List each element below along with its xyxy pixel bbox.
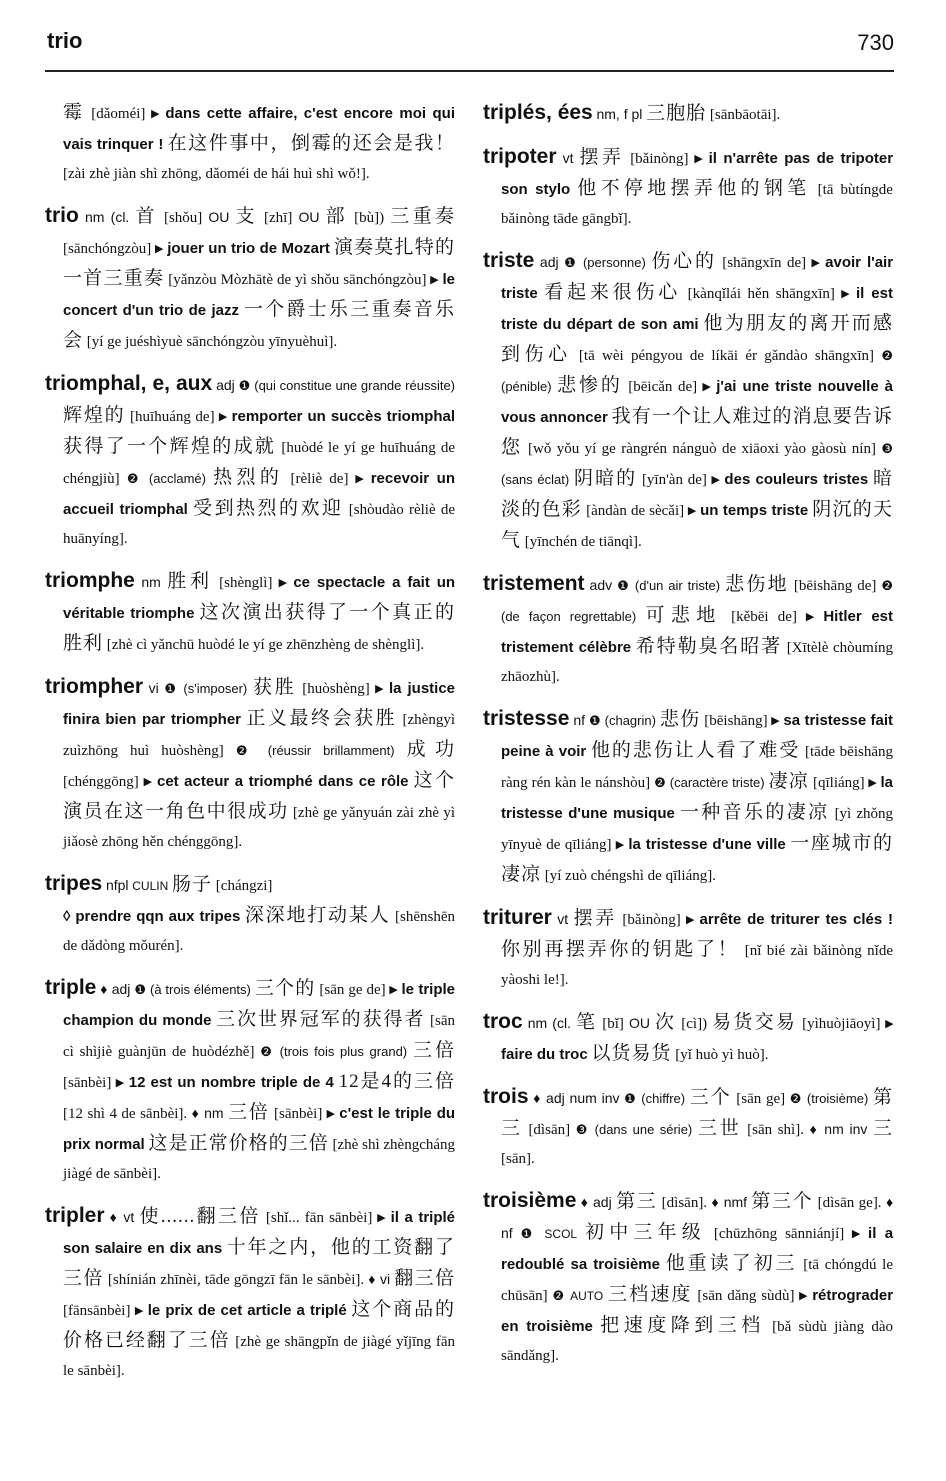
- left-column: [45, 98, 455, 1398]
- page-header: [45, 22, 894, 72]
- right-column: [483, 98, 893, 1383]
- dictionary-entry: troc nm (cl. 笔 [bǐ] OU 次 [cì]) 易货交易 [yìhuòjiāoyì] ▸ faire du troc 以货易货 [yǐ huò yì huò].: [483, 1010, 894, 1064]
- dictionary-entry: trio nm (cl. 首 [shǒu] OU 支 [zhī] OU 部 [bù]) 三重奏 [sānchóngzòu] ▸ jouer un trio de Mozart 演奏莫扎特的一首三重奏 [yǎnzòu Mòzhātè de yì shǒu sānchóngzòu] ▸ le concert d'un trio de jazz 一个爵士乐三重奏音乐会 [yí ge juéshìyuè sānchóngzòu yīnyuèhuì].: [45, 204, 455, 351]
- dictionary-entry: triste adj ❶ (personne) 伤心的 [shāngxīn de] ▸ avoir l'air triste 看起来很伤心 [kànqǐlái hěn shāngxīn] ▸ il est triste du départ de son ami 他为朋友的离开而感到伤心 [tā wèi péngyou de líkāi ér gǎndào shāngxīn] ❷ (pénible) 悲惨的 [bēicǎn de] ▸ j'ai une triste nouvelle à vous annoncer 我有一个让人难过的消息要告诉您 [wǒ yǒu yí ge ràngrén nánguò de xiāoxi yào gàosù nín] ❸ (sans éclat) 阴暗的 [yīn'àn de] ▸ des couleurs tristes 暗淡的色彩 [àndàn de sècǎi] ▸ un temps triste 阴沉的天气 [yīnchén de tiānqì].: [483, 249, 894, 551]
- dictionary-entry: tristement adv ❶ (d'un air triste) 悲伤地 [bēishāng de] ❷ (de façon regrettable) 可悲地 [kěbēi de] ▸ Hitler est tristement célèbre 希特勒臭名昭著 [Xītèlè chòumíng zhāozhù].: [483, 572, 894, 685]
- guide-word: trio: [47, 28, 83, 53]
- dictionary-entry: tripler ♦ vt 使......翻三倍 [shǐ... fān sānbèi] ▸ il a triplé son salaire en dix ans 十年之内，他的工资翻了三倍 [shínián zhīnèi, tāde gōngzī fān le sānbèi]. ♦ vi 翻三倍 [fānsānbèi] ▸ le prix de cet article a triplé 这个商品的价格已经翻了三倍 [zhè ge shāngpǐn de jiàgé yǐjīng fān le sānbèi].: [45, 1204, 456, 1379]
- dictionary-entry: troisième ♦ adj 第三 [dìsān]. ♦ nmf 第三个 [dìsān ge]. ♦ nf ❶ SCOL 初中三年级 [chūzhōng sānniánjí] ▸ il a redoublé sa troisième 他重读了初三 [tā chóngdú le chūsān] ❷ AUTO 三档速度 [sān dǎng sùdù] ▸ rétrograder en troisième 把速度降到三档 [bǎ sùdù jiàng dào sāndǎng].: [483, 1189, 894, 1364]
- dictionary-entry: triple ♦ adj ❶ (à trois éléments) 三个的 [sān ge de] ▸ le triple champion du monde 三次世界冠军的获得者 [sān cì shìjiè guànjūn de huòdézhě] ❷ (trois fois plus grand) 三倍 [sānbèi] ▸ 12 est un nombre triple de 4 12是4的三倍 [12 shì 4 de sānbèi]. ♦ nm 三倍 [sānbèi] ▸ c'est le triple du prix normal 这是正常价格的三倍 [zhè shì zhèngcháng jiàgé de sānbèi].: [45, 976, 456, 1182]
- dictionary-entry: 霉 [dǎoméi] ▸ dans cette affaire, c'est encore moi qui vais trinquer ! 在这件事中，倒霉的还会是我！ [zài zhè jiàn shì zhōng, dǎoméi de hái huì shì wǒ!].: [63, 102, 455, 182]
- dictionary-entry: tristesse nf ❶ (chagrin) 悲伤 [bēishāng] ▸ sa tristesse fait peine à voir 他的悲伤让人看了难受 [tāde bēishāng ràng rén kàn le nánshòu] ❷ (caractère triste) 凄凉 [qīliáng] ▸ la tristesse d'une musique 一种音乐的凄凉 [yì zhǒng yīnyuè de qīliáng] ▸ la tristesse d'une ville 一座城市的凄凉 [yí zuò chéngshì de qīliáng].: [483, 707, 894, 885]
- dictionary-entry: trois ♦ adj num inv ❶ (chiffre) 三个 [sān ge] ❷ (troisième) 第三 [dìsān] ❸ (dans une série) 三世 [sān shì]. ♦ nm inv 三 [sān].: [483, 1085, 893, 1167]
- dictionary-entry: tripes nfpl CULIN 肠子 [chángzi] ◊ prendre qqn aux tripes 深深地打动某人 [shēnshēn de dǎdòng mǒurén].: [45, 872, 455, 954]
- dictionary-entry: tripoter vt 摆弄 [bǎinòng] ▸ il n'arrête pas de tripoter son stylo 他不停地摆弄他的钢笔 [tā bùtíngde bǎinòng tāde gāngbǐ].: [483, 145, 894, 227]
- dictionary-entry: triturer vt 摆弄 [bǎinòng] ▸ arrête de triturer tes clés ! 你别再摆弄你的钥匙了！ [nǐ bié zài bǎinòng nǐde yàoshi le!].: [483, 906, 894, 988]
- dictionary-entry: triplés, ées nm, f pl 三胞胎 [sānbāotāi].: [483, 101, 781, 124]
- dictionary-entry: triompher vi ❶ (s'imposer) 获胜 [huòshèng] ▸ la justice finira bien par triompher 正义最终会获胜 [zhèngyì zuìzhōng huì huòshèng] ❷ (réussir brillamment) 成功 [chénggōng] ▸ cet acteur a triomphé dans ce rôle 这个演员在这一角色中很成功 [zhè ge yǎnyuán zài zhè yì jiǎosè zhōng hěn chénggōng].: [45, 675, 456, 850]
- dictionary-entry: triomphal, e, aux adj ❶ (qui constitue une grande réussite) 辉煌的 [huīhuáng de] ▸ remporter un succès triomphal 获得了一个辉煌的成就 [huòdé le yí ge huīhuáng de chéngjiù] ❷ (acclamé) 热烈的 [rèliè de] ▸ recevoir un accueil triomphal 受到热烈的欢迎 [shòudào rèliè de huānyíng].: [45, 372, 456, 547]
- dictionary-entry: triomphe nm 胜利 [shènglì] ▸ ce spectacle a fait un véritable triomphe 这次演出获得了一个真正的胜利 [zhè cì yǎnchū huòdé le yí ge zhēnzhèng de shènglì].: [45, 569, 456, 654]
- page-number: 730: [857, 30, 894, 55]
